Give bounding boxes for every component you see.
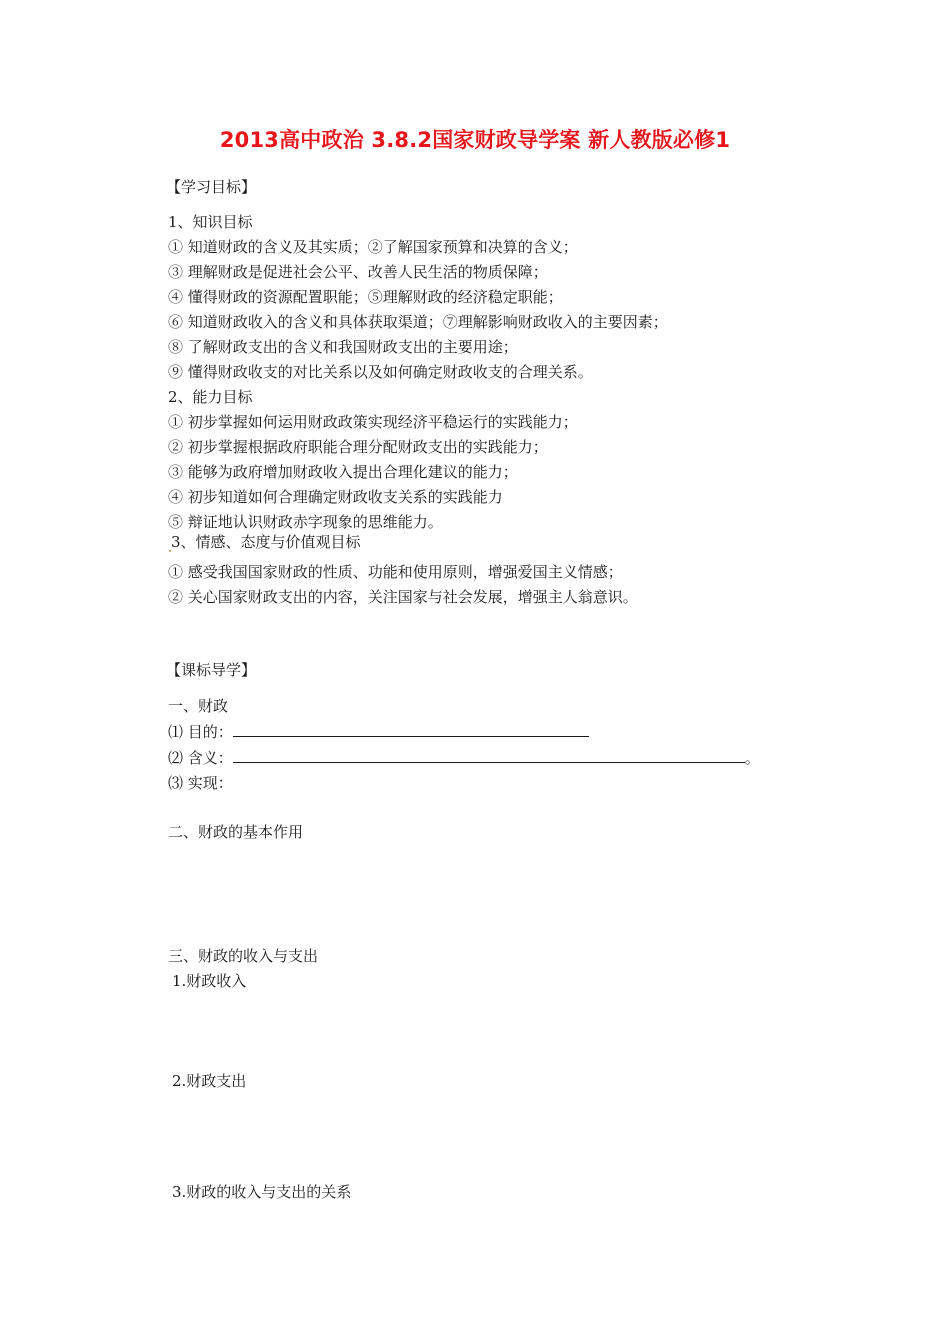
meaning-blank — [233, 748, 745, 763]
meaning-line — [168, 748, 760, 768]
ability-item: ③ 能够为政府增加财政收入提出合理化建议的能力； — [168, 463, 518, 481]
section1-heading: 一、财政 — [168, 697, 229, 715]
section3-item: 2.财政支出 — [172, 1072, 247, 1090]
knowledge-item: ③ 理解财政是促进社会公平、改善人民生活的物质保障； — [168, 263, 548, 281]
emotion-item: ② 关心国家财政支出的内容，关注国家与社会发展，增强主人翁意识。 — [168, 588, 638, 606]
ability-heading: 2、能力目标 — [168, 388, 253, 406]
ability-item: ② 初步掌握根据政府职能合理分配财政支出的实践能力； — [168, 438, 548, 456]
emotion-heading-text: 3、情感、态度与价值观目标 — [171, 533, 361, 551]
section3-item: 3.财政的收入与支出的关系 — [172, 1183, 352, 1201]
meaning-end: 。 — [744, 749, 760, 767]
section3-item: 1.财政收入 — [172, 972, 247, 990]
ability-item: ④ 初步知道如何合理确定财政收支关系的实践能力 — [168, 488, 503, 506]
emotion-item: ① 感受我国国家财政的性质、功能和使用原则，增强爱国主义情感； — [168, 563, 623, 581]
document-title: 2013高中政治 3.8.2国家财政导学案 新人教版必修1 — [219, 128, 731, 152]
knowledge-heading: 1、知识目标 — [168, 213, 253, 231]
knowledge-item: ⑥ 知道财政收入的含义和具体获取渠道；⑦理解影响财政收入的主要因素； — [168, 313, 668, 331]
purpose-blank — [233, 722, 589, 737]
meaning-label: ⑵ 含义： — [168, 749, 233, 767]
purpose-label: ⑴ 目的： — [168, 723, 233, 741]
guide-heading: 【课标导学】 — [166, 661, 257, 679]
knowledge-item: ⑨ 懂得财政收支的对比关系以及如何确定财政收支的合理关系。 — [168, 363, 593, 381]
purpose-line — [168, 722, 589, 742]
knowledge-item: ⑧ 了解财政支出的含义和我国财政支出的主要用途； — [168, 338, 518, 356]
knowledge-item: ① 知道财政的含义及其实质；②了解国家预算和决算的含义； — [168, 238, 578, 256]
emotion-heading — [168, 532, 361, 552]
objectives-heading: 【学习目标】 — [166, 178, 257, 196]
realize-line: ⑶ 实现： — [168, 774, 233, 792]
section2-heading: 二、财政的基本作用 — [168, 823, 304, 841]
ability-item: ① 初步掌握如何运用财政政策实现经济平稳运行的实践能力； — [168, 413, 578, 431]
section3-heading: 三、财政的收入与支出 — [168, 947, 319, 965]
knowledge-item: ④ 懂得财政的资源配置职能；⑤理解财政的经济稳定职能； — [168, 288, 563, 306]
ability-item: ⑤ 辩证地认识财政赤字现象的思维能力。 — [168, 513, 443, 531]
